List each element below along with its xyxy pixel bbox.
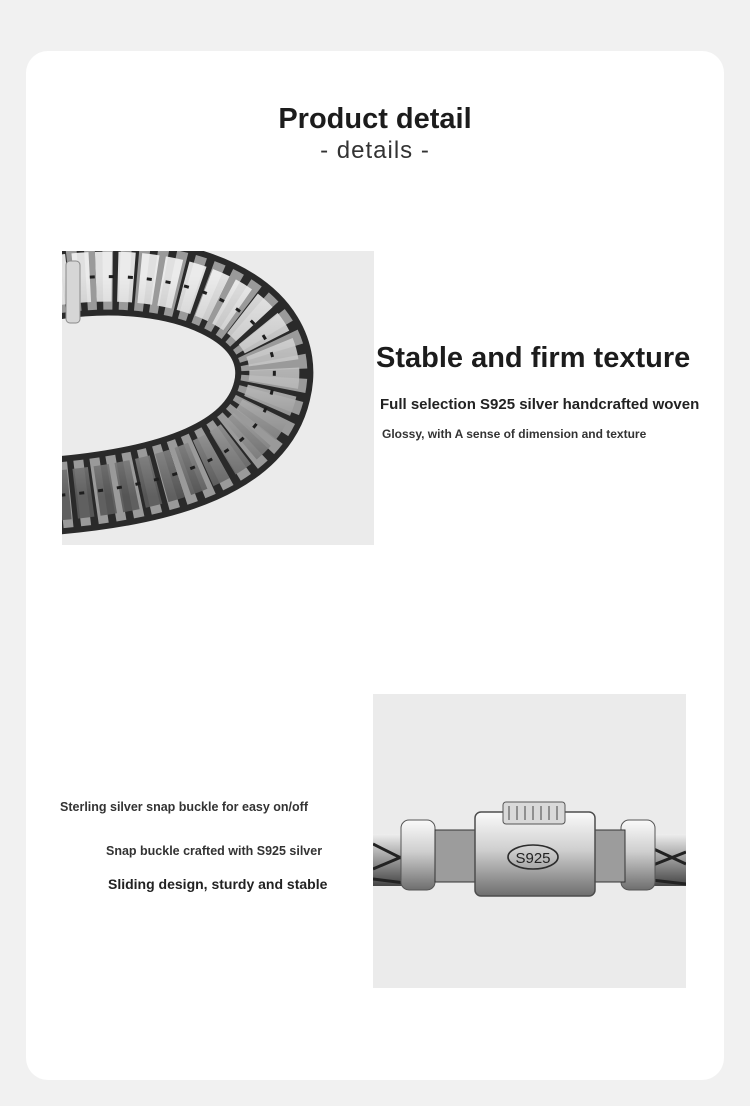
page-subtitle: - details -: [320, 137, 430, 164]
s925-stamp: S925: [515, 850, 551, 867]
section2-line2: Snap buckle crafted with S925 silver: [106, 844, 323, 858]
page-title: Product detail: [278, 103, 472, 135]
section2-line3: Sliding design, sturdy and stable: [108, 876, 328, 892]
clasp-photo: [373, 694, 686, 988]
section1-line1: Full selection S925 silver handcrafted woven: [380, 396, 700, 413]
section1-heading: Stable and firm texture: [376, 342, 691, 374]
section1-line2: Glossy, with A sense of dimension and texture: [382, 427, 647, 441]
section2-line1: Sterling silver snap buckle for easy on/off: [60, 800, 308, 814]
woven-chain-photo: [62, 251, 374, 545]
